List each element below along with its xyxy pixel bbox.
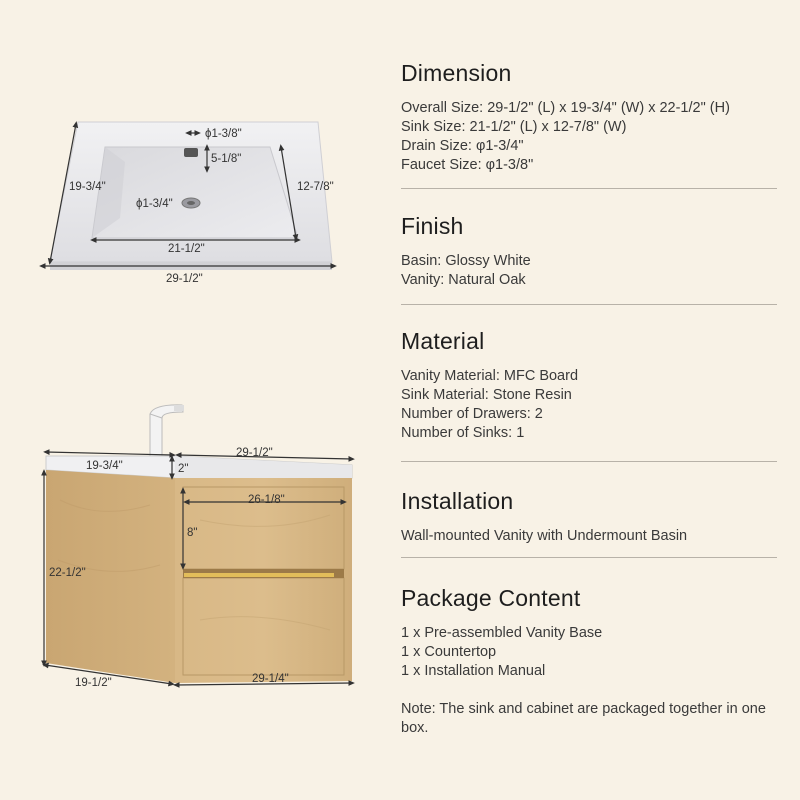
spec-panel [401, 0, 781, 800]
divider [401, 304, 777, 305]
installation-line: Wall-mounted Vanity with Undermount Basin [401, 528, 688, 544]
installation-section [401, 488, 777, 546]
package-section [401, 585, 777, 738]
vanity-illustration [46, 405, 352, 683]
product-diagrams [0, 0, 390, 800]
drawer-width-label: 26-1/8" [248, 494, 285, 506]
vanity-material-line: Vanity Material: MFC Board [401, 368, 579, 384]
drain-size-line: Drain Size: φ1-3/4" [401, 138, 524, 154]
top-depth-label: 19-3/4" [86, 460, 123, 472]
package-item: 1 x Installation Manual [401, 663, 546, 679]
side-depth-label: 19-1/2" [75, 677, 112, 689]
package-heading: Package Content [401, 585, 581, 611]
package-item: 1 x Countertop [401, 644, 497, 660]
sink-size-line: Sink Size: 21-1/2" (L) x 12-7/8" (W) [401, 119, 627, 135]
dimension-heading: Dimension [401, 60, 512, 86]
faucet-size-line: Faucet Size: φ1-3/8" [401, 157, 534, 173]
top-length-label: 29-1/2" [236, 447, 273, 459]
finish-heading: Finish [401, 213, 464, 239]
drain-offset-label: 5-1/8" [211, 153, 242, 165]
package-item: 1 x Pre-assembled Vanity Base [401, 625, 603, 641]
finish-section [401, 213, 777, 290]
faucet-hole-label: ϕ1-3/8" [205, 128, 242, 140]
material-section [401, 328, 777, 443]
bowl-length-label: 21-1/2" [168, 243, 205, 255]
drawer-count-line: Number of Drawers: 2 [401, 406, 543, 422]
material-heading: Material [401, 328, 485, 354]
sink-count-line: Number of Sinks: 1 [401, 425, 525, 441]
diagram-panel [0, 0, 390, 800]
faucet-icon [150, 405, 184, 456]
divider [401, 461, 777, 462]
vanity-finish-line: Vanity: Natural Oak [401, 272, 526, 288]
bowl-width-label: 12-7/8" [297, 181, 334, 193]
front-width-label: 29-1/4" [252, 673, 289, 685]
overall-size-line: Overall Size: 29-1/2" (L) x 19-3/4" (W) x 22-1/2" (H) [401, 100, 730, 116]
basin-finish-line: Basin: Glossy White [401, 253, 531, 269]
divider [401, 557, 777, 558]
vanity-height-label: 22-1/2" [49, 567, 86, 579]
sink-material-line: Sink Material: Stone Resin [401, 387, 572, 403]
package-note: Note: The sink and cabinet are packaged together in one box. [401, 701, 766, 736]
drawer-height-label: 8" [187, 527, 198, 539]
dimension-section [401, 60, 777, 175]
top-thickness-label: 2" [178, 463, 189, 475]
installation-heading: Installation [401, 488, 514, 514]
divider [401, 188, 777, 189]
basin-depth-label: 19-3/4" [69, 181, 106, 193]
overall-length-label: 29-1/2" [166, 273, 203, 285]
drain-size-label: ϕ1-3/4" [136, 198, 173, 210]
